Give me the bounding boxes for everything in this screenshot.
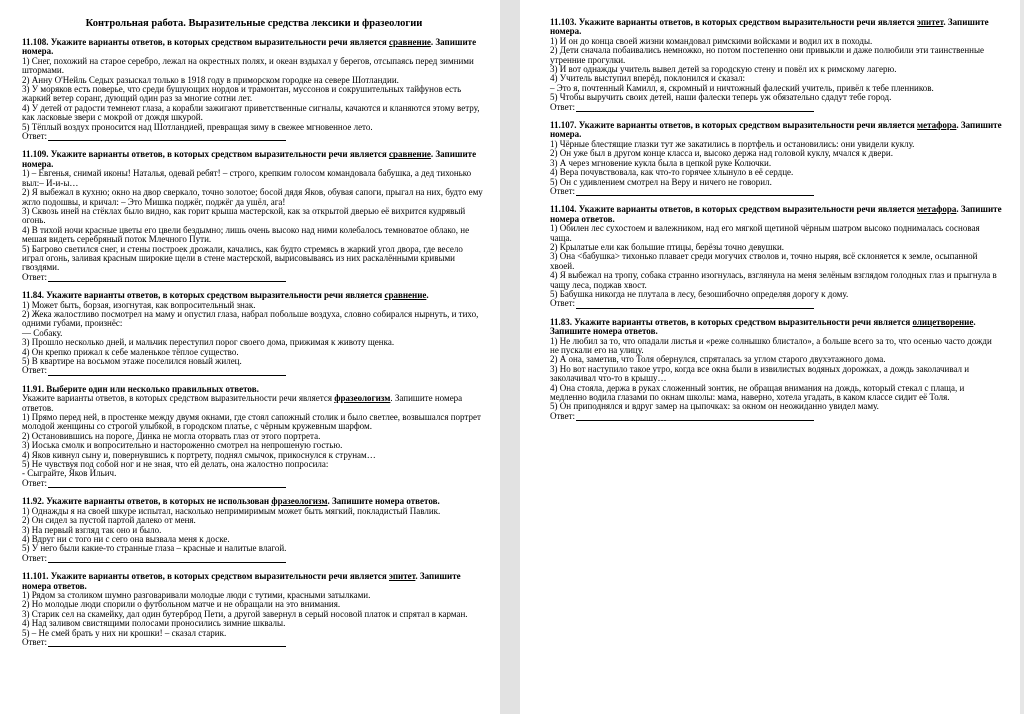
answer-option: 3) И вот однажды учитель вывел детей за городскую стену и повёл их к римскому лагерю.: [550, 64, 897, 75]
task-heading-text: 11.103. Укажите варианты ответов, в которых средством выразительности речи является: [550, 17, 917, 27]
answer-option: 1) Чёрные блестящие глазки тут же закатились в портфель и остановились: они увидели куклу.: [550, 138, 915, 149]
answer-label: Ответ:: [550, 298, 576, 309]
task-heading-suffix: . Запишите номера ответов.: [550, 316, 976, 337]
task-heading-text: 11.101. Укажите варианты ответов, в которых средством выразительности речи является: [22, 571, 389, 582]
task-heading-suffix: . Запишите номера.: [22, 37, 477, 57]
answer-option: 3) Старик сел на скамейку, дал один бутерброд Пети, а другой завернул в серый носовой платок и спрятал в карман.: [22, 608, 468, 619]
answer-label: Ответ:: [22, 477, 48, 488]
answer-option: 4) Яков кивнул сыну и, повернувшись к портрету, поднял смычок, прикоснулся к струнам…: [22, 449, 376, 460]
answer-label: Ответ:: [550, 101, 576, 112]
task-heading-text: 11.83. Укажите варианты ответов, в которых средством выразительности речи является: [550, 316, 913, 327]
answer-line[interactable]: [576, 300, 814, 309]
answer-option: 1) Однажды я на своей шкуре испытал, насколько непримиримым может быть мягкий, покладистый Павлик.: [22, 505, 441, 516]
answer-option: 2) Дети сначала побаивались немножко, но потом постепенно они привыкли и даже полюбили эти таинственные утренние прогулки.: [550, 45, 984, 65]
answer-option: 2) Жека жалостливо посмотрел на маму и опустил глаза, набрал побольше воздуха, словно собирался нырнуть, и тихо, одними губами, произнёс:: [22, 308, 479, 329]
answer-option: – Это я, почтенный Камилл, я, скромный и ничтожный фалеский учитель, привёл к тебе пленников.: [550, 82, 934, 93]
answer-option: 1) Рядом за столиком шумно разговаривали молодые люди с тутими, красными затылками.: [22, 589, 371, 600]
task-heading-text: 11.107. Укажите варианты ответов, в которых средством выразительности речи является: [550, 120, 917, 131]
answer-option: 2) Крылатые ели как большие птицы, берёзы точно девушки.: [550, 241, 785, 252]
task-heading-suffix: . Запишите номера.: [550, 120, 1002, 140]
answer-option: — Собаку.: [22, 327, 63, 338]
answer-option: 2) Он сидел за пустой партой далеко от меня.: [22, 515, 196, 526]
task-term: эпитет: [916, 17, 944, 27]
answer-label: Ответ:: [22, 552, 48, 563]
answer-option: 4) Над заливом свистящими полосами проносились зимние шквалы.: [22, 618, 286, 629]
answer-option: 4) Он крепко прижал к себе маленькое тёплое существо.: [22, 346, 239, 357]
answer-option: 4) Она стояла, держа в руках сложенный зонтик, не обращая внимания на дождь, который стекал с плаща, и медленно водила глазами по окнам школы: мама, наверно, хотела угадать, в каком классе сидит её Толя.: [550, 382, 965, 403]
answer-option: 5) У него были какие-то странные глаза – красные и налитые влагой.: [22, 543, 287, 554]
task-block: [22, 291, 486, 376]
task-term: фразеологизм: [271, 496, 328, 507]
task-term: метафора: [916, 120, 957, 131]
left-column: [22, 38, 486, 647]
answer-option: - Сыграйте, Яков Ильич.: [22, 468, 117, 479]
answer-option: 3) У моряков есть поверье, что среди бушующих нордов и трамонтан, муссонов и сокрушительных тайфунов есть жаркий ветер соранг, дующий один раз за многие сотни лет.: [22, 84, 462, 104]
answer-option: 4) Вдруг ни с того ни с сего она вызвала меня к доске.: [22, 533, 230, 544]
task-heading: [550, 318, 1002, 337]
answer-line[interactable]: [576, 103, 814, 112]
task-heading: [550, 121, 1002, 140]
answer-option: 5) Он с удивлением смотрел на Веру и ничего не говорил.: [550, 176, 772, 187]
answer-line[interactable]: [48, 554, 286, 563]
answer-label: Ответ:: [550, 185, 576, 196]
task-intro-text: Укажите варианты ответов, в которых средством выразительности речи является: [22, 393, 335, 404]
answer-label: Ответ:: [22, 365, 48, 376]
answer-row: [550, 187, 1002, 196]
task-term: сравнение: [384, 290, 427, 301]
answer-option: 1) Может быть, борзая, изогнутая, как вопросительный знак.: [22, 299, 256, 310]
page-right: [520, 0, 1020, 714]
task-heading-suffix: . Запишите номера ответов.: [550, 204, 1002, 224]
task-term: метафора: [916, 204, 957, 215]
task-heading-text: 11.109. Укажите варианты ответов, в которых средством выразительности речи является: [22, 149, 389, 160]
answer-row: [550, 412, 1002, 421]
task-heading-text: 11.108. Укажите варианты ответов, в которых средством выразительности речи является: [22, 37, 389, 47]
task-block: [550, 318, 1002, 421]
answer-option: 5) Не чувствуя под собой ног и не зная, что ей делать, она жалостно попросила:: [22, 459, 329, 470]
answer-line[interactable]: [48, 273, 286, 282]
answer-option: 2) Остановившись на пороге, Динка не могла оторвать глаз от этого портрета.: [22, 430, 321, 441]
task-heading: [22, 150, 486, 169]
answer-label: Ответ:: [22, 271, 48, 282]
answer-line[interactable]: [48, 367, 286, 376]
task-heading-suffix: .: [426, 290, 429, 301]
answer-row: [22, 366, 486, 375]
answer-option: 2) Он уже был в другом конце класса и, высоко держа над головой куклу, мчался к двери.: [550, 148, 893, 159]
answer-option: 3) Иоська смолк и вопросительно и настороженно смотрел на непрошеную гостью.: [22, 440, 343, 451]
answer-label: Ответ:: [550, 410, 576, 421]
answer-option: 4) Учитель выступил вперёд, поклонился и сказал:: [550, 73, 745, 84]
answer-option: 1) Не любил за то, что опадали листья и «реже солнышко блистало», а больше всего за то, что осенью часто дожди не пускали его на улицу.: [550, 335, 992, 355]
answer-option: 4) У детей от радости темнеют глаза, а корабли зажигают приветственные сигналы, качаются и кланяются этому ветру, как ласковые звери с мокрой от дождя шкурой.: [22, 102, 480, 123]
page-gutter: [500, 0, 520, 714]
answer-line[interactable]: [48, 479, 286, 488]
page-left: [0, 0, 500, 714]
answer-row: [550, 299, 1002, 308]
task-heading-text: 11.92. Укажите варианты ответов, в которых не использован: [22, 496, 272, 507]
answer-option: 4) В тихой ночи красные цветы его цвели бездымно; лишь очень высоко над ними колебалось темноватое облако, не мешая видеть серебряный поток Млечного Пути.: [22, 224, 470, 245]
answer-option: 2) Но молодые люди спорили о футбольном матче и не обращали на это внимания.: [22, 599, 341, 610]
answer-line[interactable]: [48, 638, 286, 647]
task-term: эпитет: [388, 571, 416, 582]
answer-option: 5) Он приподнялся и вдруг замер на цыпочках: за окном он неожиданно увидел маму.: [550, 401, 879, 412]
task-block: [22, 572, 486, 647]
answer-row: [550, 103, 1002, 112]
answer-row: [22, 132, 486, 141]
task-heading: [550, 18, 1002, 37]
task-block: [22, 38, 486, 141]
task-heading-suffix: . Запишите номера.: [550, 17, 989, 37]
task-heading-text: 11.104. Укажите варианты ответов, в которых средством выразительности речи является: [550, 204, 917, 215]
task-heading-text: 11.84. Укажите варианты ответов, в которых средством выразительности речи является: [22, 290, 385, 301]
answer-option: 5) Тёплый воздух проносится над Шотландией, превращая зиму в свежее мгновенное лето.: [22, 121, 373, 132]
answer-row: [22, 554, 486, 563]
answer-option: 3) Сквозь иней на стёклах было видно, как горит крыша мастерской, как за открытой дверью её вихрится кудрявый огонь.: [22, 205, 466, 226]
answer-label: Ответ:: [22, 636, 48, 647]
answer-option: 5) Чтобы выручить своих детей, наши фалески теперь уж обязательно сдадут тебе город.: [550, 92, 892, 103]
task-heading-suffix: . Запишите номера.: [22, 149, 477, 169]
task-heading: [22, 38, 486, 57]
answer-option: 5) В квартире на восьмом этаже поселился новый жилец.: [22, 356, 242, 366]
answer-option: 3) На первый взгляд так оно и было.: [22, 524, 162, 535]
answer-option: 2) Анну О'Нейль Седых разыскал только в 1918 году в приморском городке на севере Шотландии.: [22, 74, 399, 85]
answer-option: 1) И он до конца своей жизни командовал римскими войсками и водил их в походы.: [550, 35, 873, 46]
answer-option: 4) Я выбежал на тропу, собака странно изогнулась, взглянула на меня зелёным взглядом голодных глаз и прыгнула в чащу леса, поджав хвост.: [550, 270, 997, 290]
task-block: [550, 205, 1002, 308]
task-term: олицетворение: [912, 316, 974, 327]
answer-option: 3) Прошло несколько дней, и мальчик переступил порог своего дома, прижимая к животу щенка.: [22, 337, 395, 348]
answer-label: Ответ:: [22, 131, 48, 142]
answer-row: [22, 273, 486, 282]
task-intro: [22, 394, 486, 413]
answer-option: 1) – Евгенья, снимай иконы! Наталья, одевай ребят! – строго, крепким голосом командовала бабушка, а дед тихонько выл:– И-и-ы…: [22, 168, 472, 188]
answer-option: 1) Обилен лес сухостоем и валежником, над его мягкой щетиной чёрным шатром высоко поднималась сосновая чаща.: [550, 223, 980, 243]
answer-option: 2) Я выбежал в кухню; окно на двор сверкало, точно золотое; босой дядя Яков, обувая сапоги, прыгал на них, будто ему жгло подошвы, и кричал: – Это Мишка поджёг, поджёг да ушёл, ага!: [22, 187, 483, 207]
answer-option: 1) Снег, похожий на старое серебро, лежал на окрестных полях, и океан вздыхал у берегов, отсыпаясь перед зимними штормами.: [22, 55, 474, 76]
answer-option: 5) Багрово светился снег, и стены построек дрожали, качались, как будто стремясь в жаркий угол двора, где весело играл огонь, заливая красным широкие щели в стене мастерской, вырисовываясь из них раскалёнными кривыми гвоздями.: [22, 243, 463, 273]
answer-option: 4) Вера почувствовала, как что-то горячее хлынуло в её сердце.: [550, 167, 794, 178]
task-block: [550, 18, 1002, 112]
task-heading-suffix: . Запишите номера ответов.: [327, 496, 440, 507]
answer-line[interactable]: [576, 412, 814, 421]
task-heading: [550, 205, 1002, 224]
task-block: [22, 497, 486, 563]
right-column: [550, 18, 1002, 421]
answer-option: 2) А она, заметив, что Толя обернулся, спряталась за углом старого двухэтажного дома.: [550, 354, 886, 365]
answer-line[interactable]: [48, 132, 286, 141]
answer-row: [22, 479, 486, 488]
answer-option: 3) Она <бабушка> тихонько плавает среди могучих стволов и, точно ныряя, всё склоняется к земле, осыпанной хвоей.: [550, 251, 978, 271]
task-term: сравнение: [388, 149, 431, 160]
answer-row: [22, 638, 486, 647]
task-intro-suffix: . Запишите номера ответов.: [22, 393, 463, 413]
task-heading: [22, 572, 486, 591]
task-term: фразеологизм: [334, 393, 391, 404]
task-heading-suffix: . Запишите номера ответов.: [22, 571, 461, 591]
answer-line[interactable]: [576, 187, 814, 196]
task-heading-text: 11.91. Выберите один или несколько правильных ответов.: [22, 383, 259, 394]
answer-option: 5) Бабушка никогда не плутала в лесу, безошибочно определяя дорогу к дому.: [550, 288, 849, 299]
task-term: сравнение: [388, 37, 431, 47]
answer-option: 1) Прямо перед ней, в простенке между двумя окнами, где стоял сапожный столик и было светлее, возвышался портрет молодой женщины со строгой улыбкой, в городском платье, с чёрным кружевным шарфом.: [22, 412, 481, 432]
answer-option: 3) А через мгновение кукла была в цепкой руке Колючки.: [550, 157, 772, 168]
task-block: [22, 150, 486, 282]
answer-option: 3) Но вот наступило такое утро, когда все окна были в извилистых водяных дорожках, а дождь заколачивал и заколачивал что-то в крышу…: [550, 363, 970, 384]
document-title: Контрольная работа. Выразительные средства лексики и фразеологии: [85, 18, 423, 29]
answer-option: 5) – Не смей брать у них ни крошки! – сказал старик.: [22, 627, 227, 638]
task-block: [22, 385, 486, 488]
task-block: [550, 121, 1002, 196]
